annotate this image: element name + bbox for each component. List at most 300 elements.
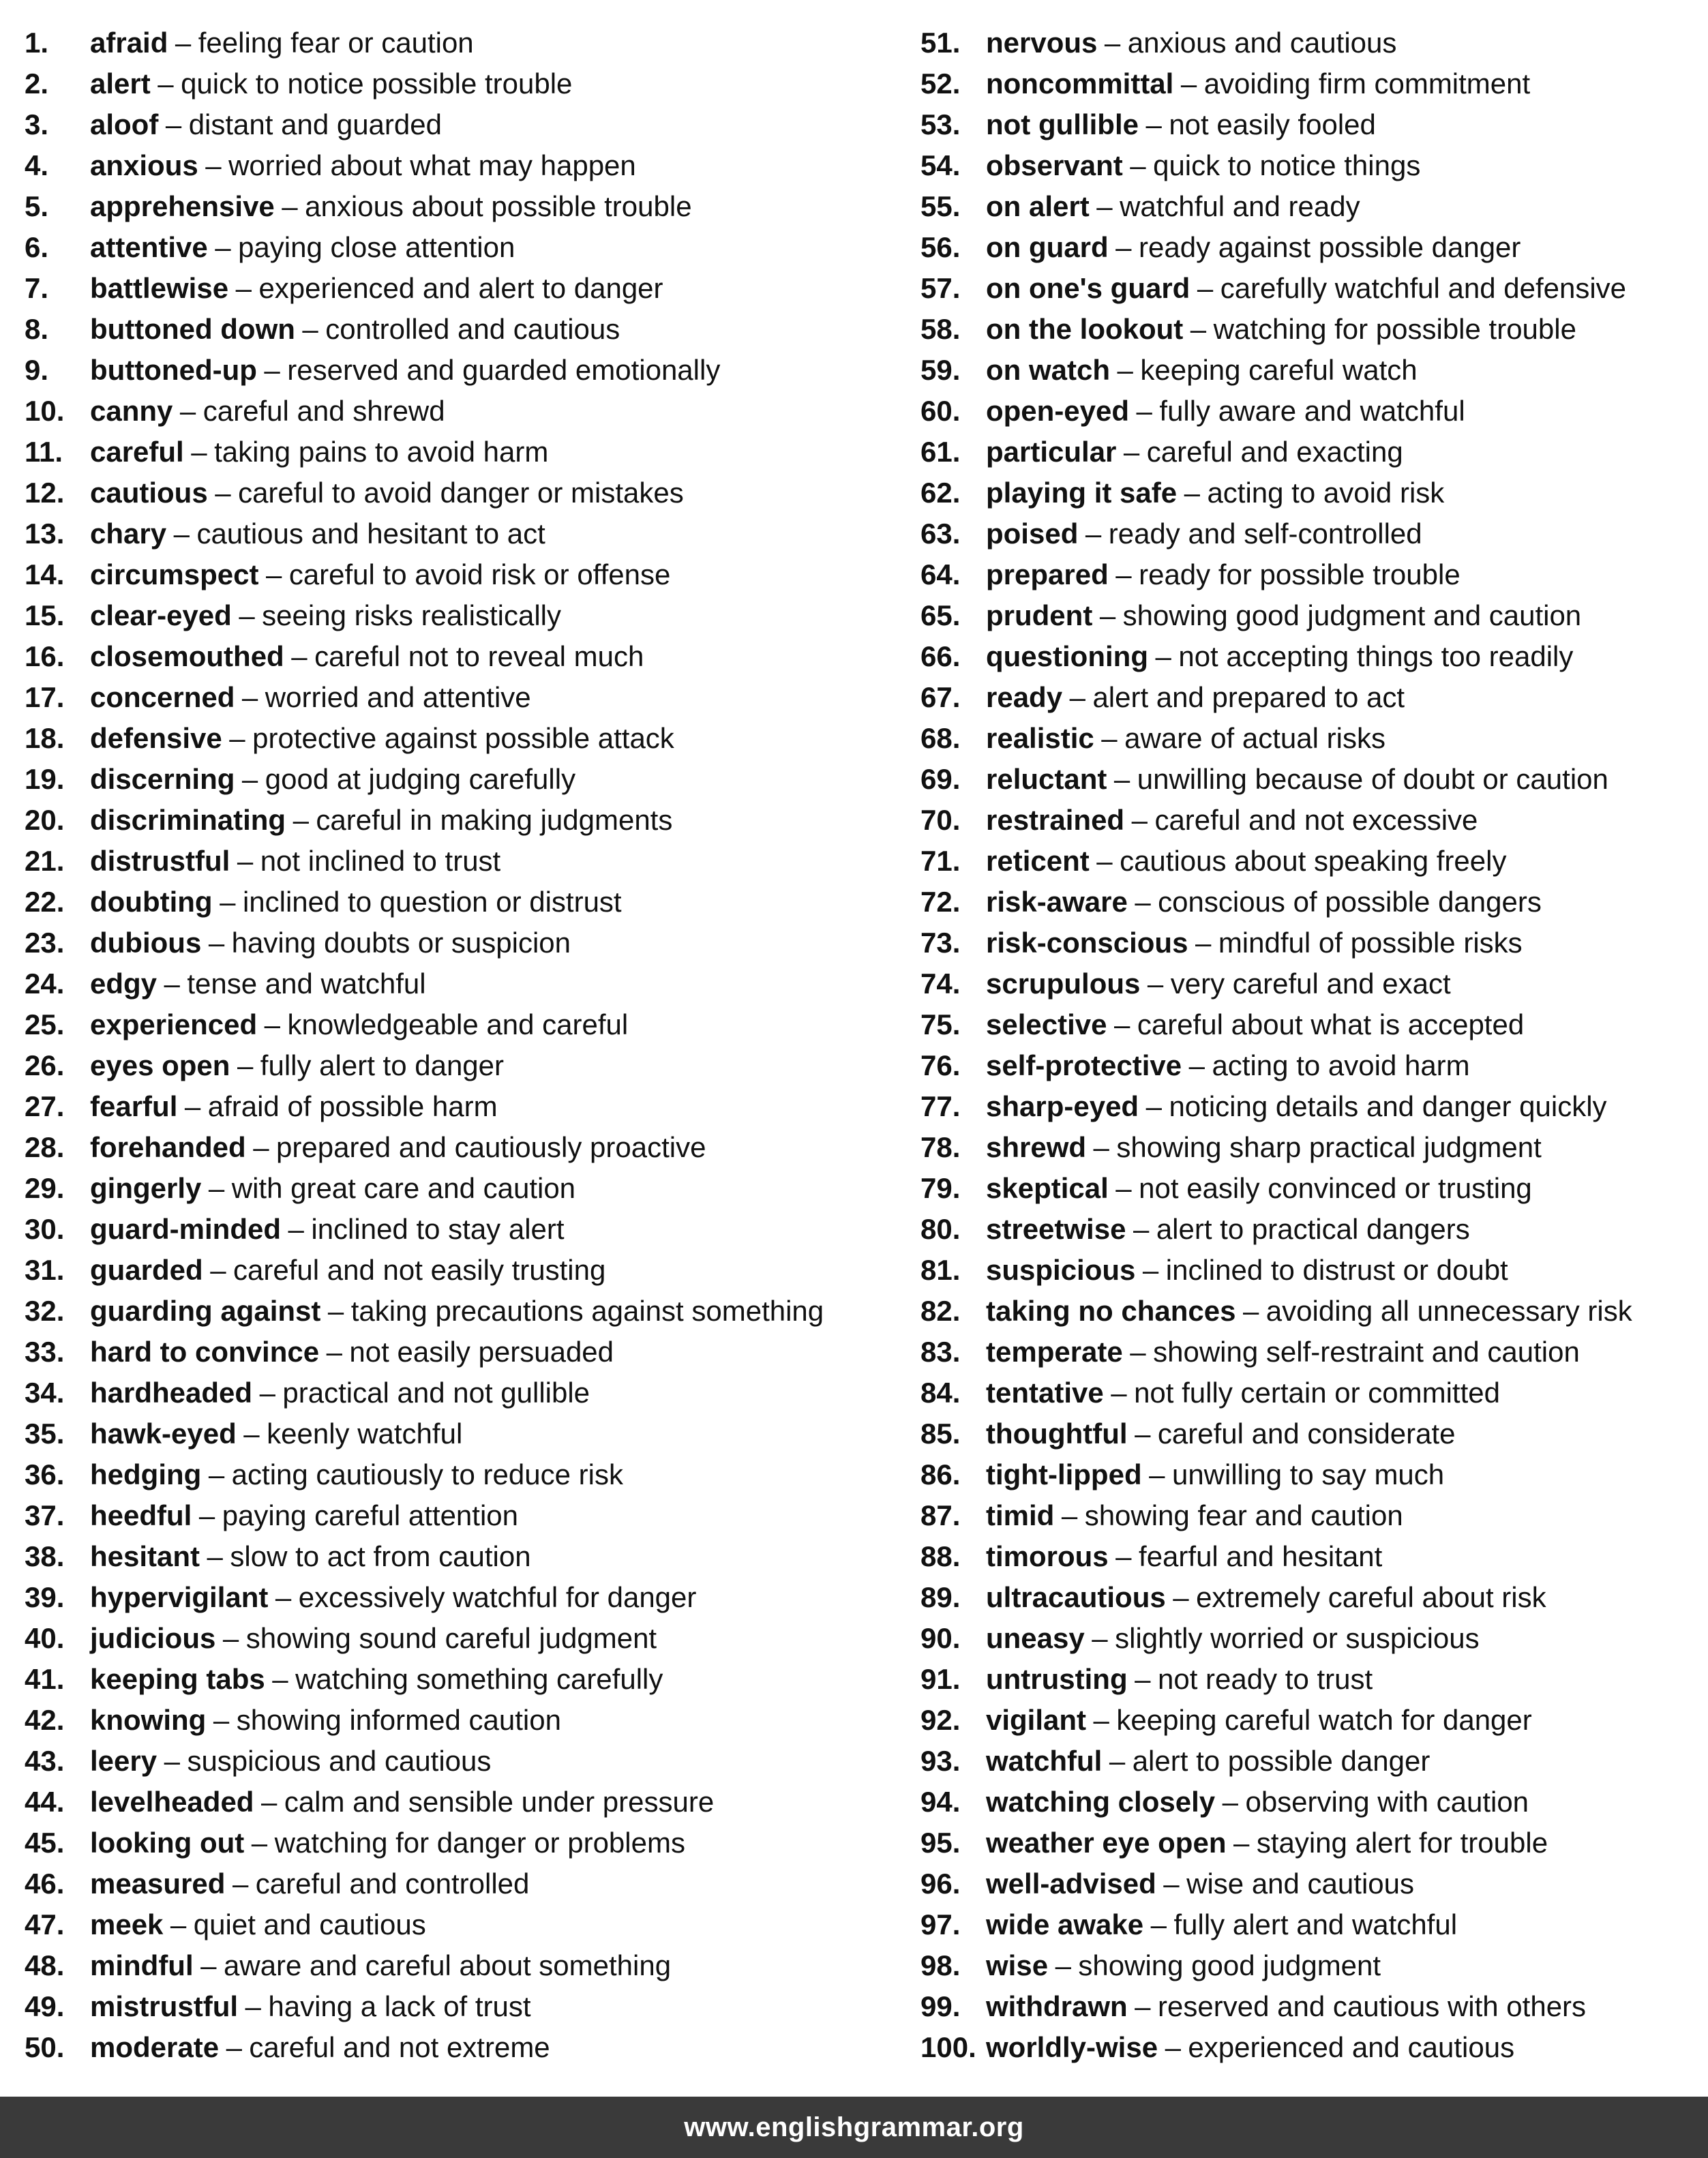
item-text — [90, 517, 545, 551]
list-item — [25, 1662, 884, 1703]
list-item — [920, 640, 1698, 680]
list-item — [920, 762, 1698, 803]
item-text — [90, 1662, 663, 1696]
word-list-column-left — [25, 26, 884, 2071]
item-text — [90, 721, 674, 755]
item-text — [90, 353, 720, 387]
item-number: 56. — [920, 231, 961, 263]
item-number: 52. — [920, 68, 961, 100]
item-word: poised — [986, 518, 1079, 550]
item-text — [986, 1049, 1470, 1083]
item-number: 30. — [25, 1213, 65, 1245]
list-item — [25, 435, 884, 476]
item-word: reluctant — [986, 763, 1107, 795]
list-item — [25, 67, 884, 108]
list-item — [920, 1990, 1698, 2030]
list-item — [920, 1376, 1698, 1417]
item-text — [986, 190, 1360, 224]
item-separator: – — [275, 1581, 292, 1613]
item-separator: – — [326, 1336, 342, 1368]
item-word: experienced — [90, 1008, 258, 1040]
item-word: clear-eyed — [90, 599, 232, 631]
item-definition: ready for possible trouble — [1139, 558, 1460, 590]
list-item — [920, 476, 1698, 517]
item-number: 57. — [920, 272, 961, 304]
item-text — [986, 1744, 1430, 1778]
item-definition: seeing risks realistically — [262, 599, 561, 631]
item-definition: keeping careful watch for danger — [1116, 1704, 1532, 1736]
item-definition: careful and controlled — [255, 1868, 530, 1900]
item-text — [90, 271, 663, 305]
item-number: 100. — [920, 2031, 976, 2063]
item-word: tight-lipped — [986, 1458, 1142, 1490]
list-item — [920, 149, 1698, 190]
item-word: guarded — [90, 1254, 203, 1286]
item-number: 16. — [25, 640, 65, 672]
item-text — [986, 476, 1444, 510]
item-number: 33. — [25, 1336, 65, 1368]
item-definition: carefully watchful and defensive — [1220, 272, 1627, 304]
item-word: risk-conscious — [986, 927, 1188, 959]
list-item — [920, 435, 1698, 476]
item-separator: – — [1222, 1786, 1238, 1818]
item-definition: conscious of possible dangers — [1158, 886, 1542, 918]
item-text — [986, 1171, 1532, 1205]
item-number: 8. — [25, 313, 49, 345]
item-number: 72. — [920, 886, 961, 918]
item-definition: worried and attentive — [265, 681, 531, 713]
item-separator: – — [291, 640, 308, 672]
item-definition: showing fear and caution — [1084, 1499, 1403, 1531]
item-number: 4. — [25, 149, 49, 181]
item-definition: watching for possible trouble — [1213, 313, 1576, 345]
item-separator: – — [191, 436, 207, 468]
item-text — [90, 108, 442, 142]
item-definition: avoiding firm commitment — [1203, 68, 1531, 100]
item-text — [90, 1744, 491, 1778]
item-separator: – — [260, 1786, 278, 1818]
item-definition: careful and considerate — [1157, 1418, 1456, 1450]
item-word: not gullible — [986, 108, 1139, 140]
item-text — [90, 640, 644, 674]
item-definition: afraid of possible harm — [207, 1090, 498, 1122]
item-number: 80. — [920, 1213, 961, 1245]
item-word: thoughtful — [986, 1418, 1128, 1450]
item-number: 47. — [25, 1908, 65, 1940]
list-item — [25, 1171, 884, 1212]
item-word: edgy — [90, 968, 158, 1000]
item-number: 41. — [25, 1663, 65, 1695]
item-text — [90, 599, 561, 633]
item-definition: quiet and cautious — [193, 1908, 426, 1940]
item-text — [90, 149, 636, 183]
item-number: 54. — [920, 149, 961, 181]
item-separator: – — [207, 1540, 223, 1572]
item-definition: aware of actual risks — [1124, 722, 1385, 754]
item-text — [986, 885, 1542, 919]
item-definition: quick to notice things — [1153, 149, 1421, 181]
item-number: 29. — [25, 1172, 65, 1204]
item-number: 69. — [920, 763, 961, 795]
item-number: 60. — [920, 395, 961, 427]
item-definition: careful not to reveal much — [314, 640, 644, 672]
item-number: 75. — [920, 1008, 961, 1040]
item-number: 13. — [25, 518, 65, 550]
list-item — [25, 1867, 884, 1908]
list-item — [25, 312, 884, 353]
item-number: 67. — [920, 681, 961, 713]
item-separator: – — [1190, 313, 1207, 345]
item-number: 87. — [920, 1499, 961, 1531]
item-separator: – — [1115, 1172, 1132, 1204]
item-text — [986, 1335, 1580, 1369]
item-number: 48. — [25, 1949, 65, 1981]
item-number: 10. — [25, 395, 65, 427]
item-definition: reserved and cautious with others — [1158, 1990, 1587, 2022]
item-definition: reserved and guarded emotionally — [287, 354, 721, 386]
item-separator: – — [1069, 681, 1085, 713]
item-number: 97. — [920, 1908, 961, 1940]
item-separator: – — [1115, 1540, 1132, 1572]
item-separator: – — [1145, 1090, 1162, 1122]
item-definition: with great care and caution — [231, 1172, 576, 1204]
item-number: 31. — [25, 1254, 65, 1286]
item-definition: good at judging carefully — [265, 763, 576, 795]
item-number: 50. — [25, 2031, 65, 2063]
item-separator: – — [1061, 1499, 1078, 1531]
item-text — [90, 926, 571, 960]
item-definition: distant and guarded — [188, 108, 442, 140]
list-item — [920, 1785, 1698, 1826]
item-text — [986, 1662, 1373, 1696]
item-word: wide awake — [986, 1908, 1144, 1940]
item-number: 94. — [920, 1786, 961, 1818]
item-separator: – — [210, 1254, 226, 1286]
item-definition: not accepting things too readily — [1178, 640, 1574, 672]
item-separator: – — [1135, 1990, 1151, 2022]
item-number: 23. — [25, 927, 65, 959]
item-definition: calm and sensible under pressure — [284, 1786, 715, 1818]
item-definition: suspicious and cautious — [187, 1745, 492, 1777]
item-separator: – — [235, 272, 252, 304]
item-definition: alert to practical dangers — [1156, 1213, 1470, 1245]
item-text — [986, 1580, 1546, 1615]
list-item — [25, 517, 884, 558]
item-separator: – — [198, 1499, 215, 1531]
item-word: defensive — [90, 722, 222, 754]
list-item — [920, 1335, 1698, 1376]
list-item — [920, 1826, 1698, 1867]
item-separator: – — [1115, 231, 1132, 263]
item-separator: – — [1188, 1049, 1205, 1081]
list-item — [25, 926, 884, 967]
item-text — [986, 26, 1396, 60]
item-separator: – — [1093, 1704, 1109, 1736]
item-word: apprehensive — [90, 190, 275, 222]
item-word: attentive — [90, 231, 208, 263]
item-word: ultracautious — [986, 1581, 1166, 1613]
item-word: knowing — [90, 1704, 207, 1736]
item-text — [90, 435, 548, 469]
item-word: concerned — [90, 681, 235, 713]
item-word: eyes open — [90, 1049, 230, 1081]
item-text — [986, 1703, 1532, 1737]
item-separator: – — [1104, 27, 1121, 59]
item-number: 19. — [25, 763, 65, 795]
item-word: keeping tabs — [90, 1663, 265, 1695]
item-word: cautious — [90, 477, 208, 509]
item-separator: – — [259, 1377, 275, 1409]
item-text — [90, 26, 474, 60]
list-item — [25, 1949, 884, 1990]
item-definition: watching for danger or problems — [274, 1827, 685, 1859]
item-word: selective — [986, 1008, 1107, 1040]
item-separator: – — [264, 1008, 280, 1040]
list-item — [920, 67, 1698, 108]
item-separator: – — [1150, 1908, 1167, 1940]
item-number: 77. — [920, 1090, 961, 1122]
item-text — [986, 394, 1465, 428]
list-item — [25, 803, 884, 844]
item-word: on watch — [986, 354, 1111, 386]
item-number: 11. — [25, 436, 63, 468]
item-text — [986, 1376, 1500, 1410]
list-item — [25, 230, 884, 271]
list-item — [25, 1008, 884, 1049]
item-word: watchful — [986, 1745, 1103, 1777]
item-text — [986, 1867, 1414, 1901]
item-definition: controlled and cautious — [325, 313, 620, 345]
item-number: 62. — [920, 477, 961, 509]
item-separator: – — [1142, 1254, 1159, 1286]
list-item — [920, 558, 1698, 599]
item-text — [90, 1949, 671, 1983]
item-separator: – — [327, 1295, 344, 1327]
item-separator: – — [243, 1418, 260, 1450]
item-number: 84. — [920, 1377, 961, 1409]
item-text — [986, 762, 1608, 796]
item-word: hawk-eyed — [90, 1418, 237, 1450]
item-number: 3. — [25, 108, 49, 140]
item-number: 95. — [920, 1827, 961, 1859]
list-item — [920, 1294, 1698, 1335]
item-word: prepared — [986, 558, 1109, 590]
list-item — [25, 476, 884, 517]
item-definition: not ready to trust — [1157, 1663, 1373, 1695]
item-separator: – — [208, 1172, 225, 1204]
list-item — [25, 1540, 884, 1580]
item-separator: – — [170, 1908, 187, 1940]
item-text — [90, 1212, 565, 1246]
item-definition: alert and prepared to act — [1092, 681, 1405, 713]
item-number: 88. — [920, 1540, 961, 1572]
item-definition: experienced and cautious — [1188, 2031, 1515, 2063]
item-number: 18. — [25, 722, 65, 754]
item-definition: alert to possible danger — [1132, 1745, 1430, 1777]
item-number: 66. — [920, 640, 961, 672]
item-text — [90, 1621, 657, 1655]
item-definition: showing sound careful judgment — [245, 1622, 657, 1654]
item-word: vigilant — [986, 1704, 1087, 1736]
item-separator: – — [1093, 1131, 1109, 1163]
item-definition: not fully certain or committed — [1134, 1377, 1500, 1409]
item-number: 40. — [25, 1622, 65, 1654]
item-number: 26. — [25, 1049, 65, 1081]
list-item — [25, 1785, 884, 1826]
item-word: playing it safe — [986, 477, 1178, 509]
item-text — [986, 680, 1405, 715]
item-separator: – — [1147, 968, 1164, 1000]
item-definition: having doubts or suspicion — [231, 927, 571, 959]
item-text — [986, 230, 1520, 265]
item-definition: mindful of possible risks — [1218, 927, 1523, 959]
item-word: buttoned down — [90, 313, 295, 345]
item-word: dubious — [90, 927, 202, 959]
item-text — [986, 967, 1451, 1001]
item-separator: – — [215, 231, 231, 263]
list-item — [25, 721, 884, 762]
item-separator: – — [208, 927, 225, 959]
item-separator: – — [245, 1990, 261, 2022]
item-text — [986, 803, 1478, 837]
item-word: worldly-wise — [986, 2031, 1158, 2063]
item-definition: fearful and hesitant — [1139, 1540, 1383, 1572]
item-text — [986, 2030, 1514, 2065]
word-list-column-right — [920, 26, 1698, 2071]
item-number: 98. — [920, 1949, 961, 1981]
item-number: 68. — [920, 722, 961, 754]
list-item — [920, 803, 1698, 844]
list-item — [25, 1253, 884, 1294]
item-number: 49. — [25, 1990, 65, 2022]
item-separator: – — [220, 886, 236, 918]
item-number: 38. — [25, 1540, 65, 1572]
item-text — [986, 599, 1581, 633]
item-number: 74. — [920, 968, 961, 1000]
item-number: 6. — [25, 231, 49, 263]
item-separator: – — [222, 1622, 239, 1654]
list-item — [920, 394, 1698, 435]
item-definition: inclined to stay alert — [311, 1213, 565, 1245]
item-separator: – — [1163, 1868, 1180, 1900]
item-word: heedful — [90, 1499, 192, 1531]
item-definition: slow to act from caution — [230, 1540, 531, 1572]
item-definition: feeling fear or caution — [198, 27, 474, 59]
item-number: 55. — [920, 190, 961, 222]
item-number: 22. — [25, 886, 65, 918]
list-item — [920, 1253, 1698, 1294]
item-text — [90, 1499, 518, 1533]
item-number: 45. — [25, 1827, 65, 1859]
item-word: careful — [90, 436, 184, 468]
item-text — [986, 1990, 1586, 2024]
item-text — [90, 1908, 426, 1942]
list-item — [920, 1949, 1698, 1990]
item-separator: – — [1136, 395, 1152, 427]
item-separator: – — [1117, 354, 1133, 386]
list-item — [920, 271, 1698, 312]
item-word: discerning — [90, 763, 235, 795]
item-text — [986, 1417, 1456, 1451]
list-item — [920, 1744, 1698, 1785]
item-separator: – — [1113, 1008, 1130, 1040]
item-number: 96. — [920, 1868, 961, 1900]
item-word: untrusting — [986, 1663, 1128, 1695]
item-separator: – — [1173, 1581, 1189, 1613]
item-text — [90, 1376, 590, 1410]
item-text — [90, 1867, 529, 1901]
item-number: 46. — [25, 1868, 65, 1900]
item-number: 64. — [920, 558, 961, 590]
item-word: afraid — [90, 27, 168, 59]
list-item — [25, 844, 884, 885]
list-item — [25, 1376, 884, 1417]
item-word: leery — [90, 1745, 158, 1777]
item-separator: – — [226, 2031, 242, 2063]
footer-website-link[interactable]: www.englishgrammar.org — [684, 2112, 1024, 2142]
item-word: timid — [986, 1499, 1055, 1531]
item-text — [986, 1130, 1542, 1165]
item-number: 43. — [25, 1745, 65, 1777]
item-number: 15. — [25, 599, 65, 631]
item-separator: – — [1101, 722, 1118, 754]
list-item — [25, 967, 884, 1008]
item-text — [986, 353, 1418, 387]
item-separator: – — [1130, 149, 1146, 181]
item-text — [90, 190, 692, 224]
item-text — [90, 1335, 614, 1369]
item-definition: tense and watchful — [187, 968, 426, 1000]
item-word: chary — [90, 518, 167, 550]
item-text — [90, 1294, 824, 1328]
item-separator: – — [1096, 190, 1113, 222]
item-definition: careful in making judgments — [316, 804, 673, 836]
item-number: 92. — [920, 1704, 961, 1736]
item-number: 44. — [25, 1786, 65, 1818]
item-text — [986, 1458, 1444, 1492]
item-definition: watching something carefully — [295, 1663, 663, 1695]
item-word: on alert — [986, 190, 1090, 222]
item-number: 79. — [920, 1172, 961, 1204]
item-definition: watchful and ready — [1120, 190, 1360, 222]
item-word: levelheaded — [90, 1786, 254, 1818]
item-word: suspicious — [986, 1254, 1136, 1286]
list-item — [25, 1458, 884, 1499]
item-separator: – — [184, 1090, 201, 1122]
item-definition: careful and shrewd — [203, 395, 445, 427]
item-word: hesitant — [90, 1540, 200, 1572]
list-item — [920, 2030, 1698, 2071]
item-separator: – — [1145, 108, 1162, 140]
item-number: 99. — [920, 1990, 961, 2022]
item-word: well-advised — [986, 1868, 1156, 1900]
item-text — [986, 312, 1576, 346]
list-item — [920, 1008, 1698, 1049]
item-number: 51. — [920, 27, 961, 59]
item-separator: – — [1133, 1213, 1150, 1245]
item-text — [986, 67, 1530, 101]
item-separator: – — [200, 1949, 217, 1981]
item-definition: paying close attention — [238, 231, 515, 263]
item-text — [90, 476, 684, 510]
item-text — [986, 1008, 1524, 1042]
list-item — [920, 1171, 1698, 1212]
list-item — [25, 26, 884, 67]
item-word: hardheaded — [90, 1377, 253, 1409]
item-number: 83. — [920, 1336, 961, 1368]
item-text — [986, 640, 1573, 674]
item-word: meek — [90, 1908, 164, 1940]
